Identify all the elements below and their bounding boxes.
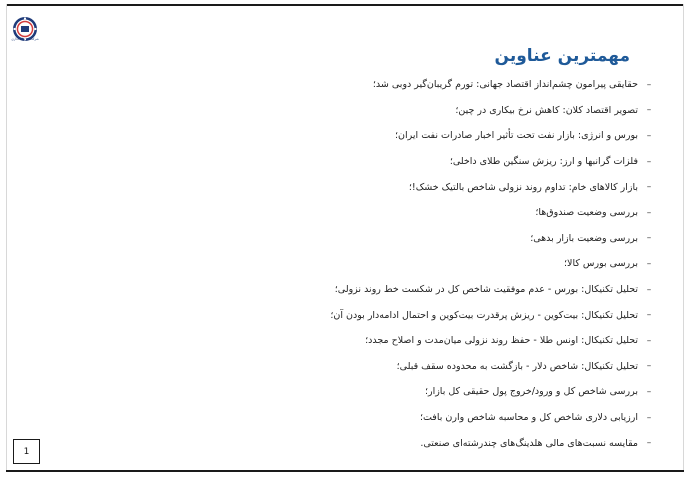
dash-bullet: – xyxy=(646,310,652,321)
topics-list xyxy=(240,72,660,456)
list-item xyxy=(240,98,660,124)
list-item-text: تصویر اقتصاد کلان: کاهش نرخ بیکاری در چین؛ xyxy=(455,104,638,116)
list-item xyxy=(240,328,660,354)
list-item-text: تحلیل تکنیکال: بورس - عدم موفقیت شاخص کل در شکست خط روند نزولی؛ xyxy=(334,284,638,296)
right-border-line xyxy=(683,4,684,472)
list-item-text: بررسی وضعیت صندوق‌ها؛ xyxy=(535,207,638,219)
list-item xyxy=(240,149,660,175)
dash-bullet: – xyxy=(646,130,652,141)
list-item xyxy=(240,277,660,303)
list-item xyxy=(240,200,660,226)
dash-bullet: – xyxy=(646,361,652,372)
list-item-text: تحلیل تکنیکال: بیت‌کوین - ریزش پرقدرت بیت‌کوین و احتمال ادامه‌دار بودن آن؛ xyxy=(330,309,638,321)
page-title: مهمترین عناوین xyxy=(494,46,630,66)
page-number: 1 xyxy=(13,439,40,464)
list-item-text: ارزیابی دلاری شاخص کل و محاسبه شاخص وارن بافت؛ xyxy=(419,412,638,424)
dash-bullet: – xyxy=(646,438,652,449)
list-item-text: تحلیل تکنیکال: شاخص دلار - بازگشت به محدوده سقف قبلی؛ xyxy=(396,360,638,372)
dash-bullet: – xyxy=(646,79,652,90)
list-item xyxy=(240,302,660,328)
list-item xyxy=(240,251,660,277)
list-item xyxy=(240,72,660,98)
dash-bullet: – xyxy=(646,412,652,423)
list-item-text: بررسی بورس کالا؛ xyxy=(564,258,638,270)
dash-bullet: – xyxy=(646,105,652,116)
logo-caption: شرکت سرمایه گذاری xyxy=(11,37,39,41)
dash-bullet: – xyxy=(646,335,652,346)
list-item-text: بازار کالاهای خام: تداوم روند نزولی شاخص بالتیک خشک!؛ xyxy=(408,181,638,193)
list-item xyxy=(240,405,660,431)
list-item xyxy=(240,174,660,200)
left-border-line xyxy=(6,4,7,472)
list-item-text: بررسی وضعیت بازار بدهی؛ xyxy=(530,232,638,244)
list-item-text: تحلیل تکنیکال: اونس طلا - حفظ روند نزولی میان‌مدت و اصلاح مجدد؛ xyxy=(365,335,638,347)
dash-bullet: – xyxy=(646,258,652,269)
list-item xyxy=(240,226,660,252)
dash-bullet: – xyxy=(646,156,652,167)
dash-bullet: – xyxy=(646,207,652,218)
list-item-text: حقایقی پیرامون چشم‌انداز اقتصاد جهانی: تورم گریبان‌گیر دوبی شد؛ xyxy=(372,79,638,91)
dash-bullet: – xyxy=(646,233,652,244)
list-item xyxy=(240,123,660,149)
bottom-border-line xyxy=(6,470,684,472)
list-item xyxy=(240,379,660,405)
dash-bullet: – xyxy=(646,386,652,397)
list-item-text: بورس و انرژی: بازار نفت تحت تأثیر اخبار صادرات نفت ایران؛ xyxy=(395,130,638,142)
list-item-text: مقایسه نسبت‌های مالی هلدینگ‌های چندرشته‌ای صنعتی. xyxy=(420,437,638,449)
list-item-text: فلزات گرانبها و ارز: ریزش سنگین طلای داخلی؛ xyxy=(449,156,638,168)
list-item-text: بررسی شاخص کل و ورود/خروج پول حقیقی کل بازار؛ xyxy=(424,386,638,398)
list-item xyxy=(240,354,660,380)
dash-bullet: – xyxy=(646,182,652,193)
top-border-line xyxy=(6,4,684,6)
dash-bullet: – xyxy=(646,284,652,295)
list-item xyxy=(240,430,660,456)
